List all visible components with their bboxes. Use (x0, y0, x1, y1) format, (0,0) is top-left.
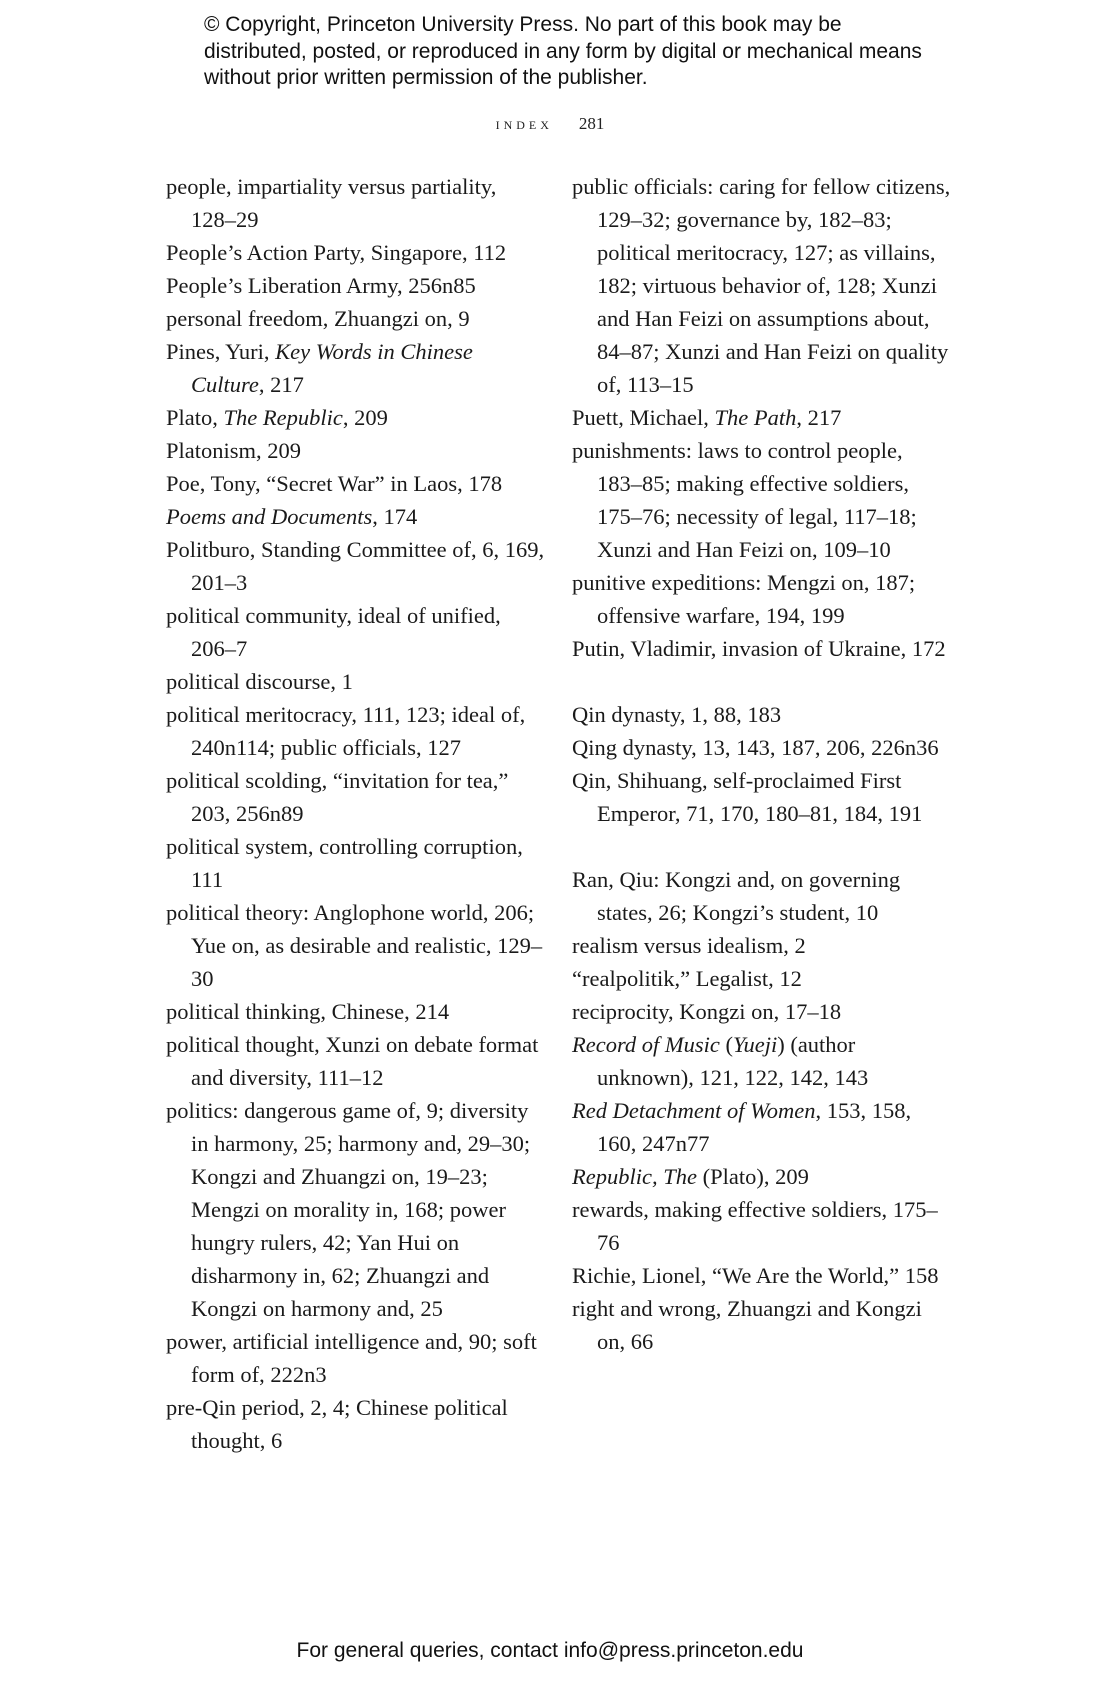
index-entry (572, 1028, 952, 1094)
entry-text: , 217 (258, 372, 304, 397)
index-entry (572, 929, 952, 962)
index-entry (572, 434, 952, 566)
entry-text: right and wrong, Zhuangzi and Kongzi on, 66 (572, 1296, 922, 1354)
page-number: 281 (578, 114, 605, 133)
index-entry (572, 401, 952, 434)
index-column-right (572, 170, 952, 1358)
index-entry (166, 170, 546, 236)
running-head (0, 114, 1100, 134)
index-entry (572, 1193, 952, 1259)
index-entry (166, 665, 546, 698)
entry-text: political thought, Xunzi on debate format and diversity, 111–12 (166, 1032, 539, 1090)
entry-text: Qin, Shihuang, self-proclaimed First Emperor, 71, 170, 180–81, 184, 191 (572, 768, 923, 826)
index-entry (166, 764, 546, 830)
entry-text: , 153, 158, 160, 247n77 (597, 1098, 912, 1156)
entry-text: ( (719, 1032, 734, 1057)
index-entry (166, 302, 546, 335)
entry-text: Poe, Tony, “Secret War” in Laos, 178 (166, 471, 503, 496)
index-entry (166, 467, 546, 500)
index-entry (166, 599, 546, 665)
index-entry (572, 1160, 952, 1193)
index-entry (572, 1292, 952, 1358)
entry-text: “realpolitik,” Legalist, 12 (572, 966, 802, 991)
index-entry (572, 566, 952, 632)
index-entry (572, 731, 952, 764)
entry-text: political thinking, Chinese, 214 (166, 999, 450, 1024)
index-entry (166, 236, 546, 269)
entry-text: power, artificial intelligence and, 90; soft form of, 222n3 (166, 1329, 537, 1387)
entry-text: political meritocracy, 111, 123; ideal of, 240n114; public officials, 127 (166, 702, 526, 760)
entry-text: Qing dynasty, 13, 143, 187, 206, 226n36 (572, 735, 939, 760)
italic-title: The Republic (223, 405, 343, 430)
entry-text: political scolding, “invitation for tea,” 203, 256n89 (166, 768, 509, 826)
italic-title: Key Words in Chinese Culture (191, 339, 473, 397)
entry-text: People’s Liberation Army, 256n85 (166, 273, 476, 298)
footer-contact: For general queries, contact info@press.princeton.edu (296, 1639, 804, 1662)
italic-title: Record of Music (572, 1032, 720, 1057)
entry-text: politics: dangerous game of, 9; diversity in harmony, 25; harmony and, 29–30; Kongzi and Zhuangzi on, 19–23; Mengzi on morality in, 168; power hungry rulers, 42; Yan Hui on disharmony in, 62; Zhuangzi and Kongzi on harmony and, 25 (166, 1098, 531, 1321)
index-entry (166, 1325, 546, 1391)
entry-text: Putin, Vladimir, invasion of Ukraine, 172 (572, 636, 946, 661)
italic-title: Red Detachment of Women (572, 1098, 816, 1123)
entry-text: Richie, Lionel, “We Are the World,” 158 (572, 1263, 939, 1288)
index-entry (166, 401, 546, 434)
running-head-label: index (495, 114, 553, 133)
index-entry (166, 500, 546, 533)
entry-text: pre-Qin period, 2, 4; Chinese political thought, 6 (166, 1395, 508, 1453)
italic-title: Republic, The (572, 1164, 697, 1189)
index-entry (166, 698, 546, 764)
index-entry (166, 335, 546, 401)
entry-text: Platonism, 209 (166, 438, 302, 463)
index-entry (572, 698, 952, 731)
italic-title: Yueji (733, 1032, 778, 1057)
entry-text: (Plato), 209 (696, 1164, 809, 1189)
index-entry (166, 434, 546, 467)
entry-text: political community, ideal of unified, 206–7 (166, 603, 501, 661)
index-entry (572, 863, 952, 929)
copyright-notice: © Copyright, Princeton University Press. No part of this book may be distributed, posted, or reproduced in any form by digital or mechanical means without prior written permission of the publisher. (204, 13, 922, 89)
entry-text: People’s Action Party, Singapore, 112 (166, 240, 507, 265)
index-entry (572, 170, 952, 401)
index-entry (572, 1259, 952, 1292)
entry-text: , 217 (796, 405, 842, 430)
entry-text: people, impartiality versus partiality, 128–29 (166, 174, 497, 232)
entry-text: political theory: Anglophone world, 206; Yue on, as desirable and realistic, 129–30 (166, 900, 543, 991)
index-entry (166, 1028, 546, 1094)
index-entry (166, 533, 546, 599)
entry-text: reciprocity, Kongzi on, 17–18 (572, 999, 842, 1024)
entry-text: , 209 (342, 405, 388, 430)
entry-text: political discourse, 1 (166, 669, 353, 694)
entry-text: rewards, making effective soldiers, 175–76 (572, 1197, 938, 1255)
entry-text: personal freedom, Zhuangzi on, 9 (166, 306, 470, 331)
index-entry (166, 995, 546, 1028)
entry-text: Pines, Yuri, (166, 339, 276, 364)
index-entry (166, 269, 546, 302)
entry-text: political system, controlling corruption, 111 (166, 834, 523, 892)
index-entry (166, 1391, 546, 1457)
index-entry (572, 1094, 952, 1160)
entry-text: punitive expeditions: Mengzi on, 187; offensive warfare, 194, 199 (572, 570, 916, 628)
entry-text: realism versus idealism, 2 (572, 933, 806, 958)
index-entry (166, 1094, 546, 1325)
entry-text: , 174 (372, 504, 418, 529)
entry-text: punishments: laws to control people, 183–85; making effective soldiers, 175–76; necessity of legal, 117–18; Xunzi and Han Feizi on, 109–10 (572, 438, 917, 562)
index-column-left (166, 170, 546, 1457)
index-entry (572, 632, 952, 665)
index-entry (572, 995, 952, 1028)
entry-text: Plato, (166, 405, 224, 430)
entry-text: Politburo, Standing Committee of, 6, 169, 201–3 (166, 537, 545, 595)
index-entry (166, 896, 546, 995)
entry-text: Puett, Michael, (572, 405, 715, 430)
index-entry (572, 764, 952, 830)
entry-text: Qin dynasty, 1, 88, 183 (572, 702, 782, 727)
entry-text: ) (author unknown), 121, 122, 142, 143 (597, 1032, 869, 1090)
italic-title: The Path (714, 405, 797, 430)
entry-text: Ran, Qiu: Kongzi and, on governing states, 26; Kongzi’s student, 10 (572, 867, 901, 925)
entry-text: public officials: caring for fellow citizens, 129–32; governance by, 182–83; political meritocracy, 127; as villains, 182; virtuous behavior of, 128; Xunzi and Han Feizi on assumptions about, 84–87; Xunzi and Han Feizi on quality of, 113–15 (572, 174, 951, 397)
italic-title: Poems and Documents (166, 504, 373, 529)
index-entry (166, 830, 546, 896)
index-entry (572, 962, 952, 995)
